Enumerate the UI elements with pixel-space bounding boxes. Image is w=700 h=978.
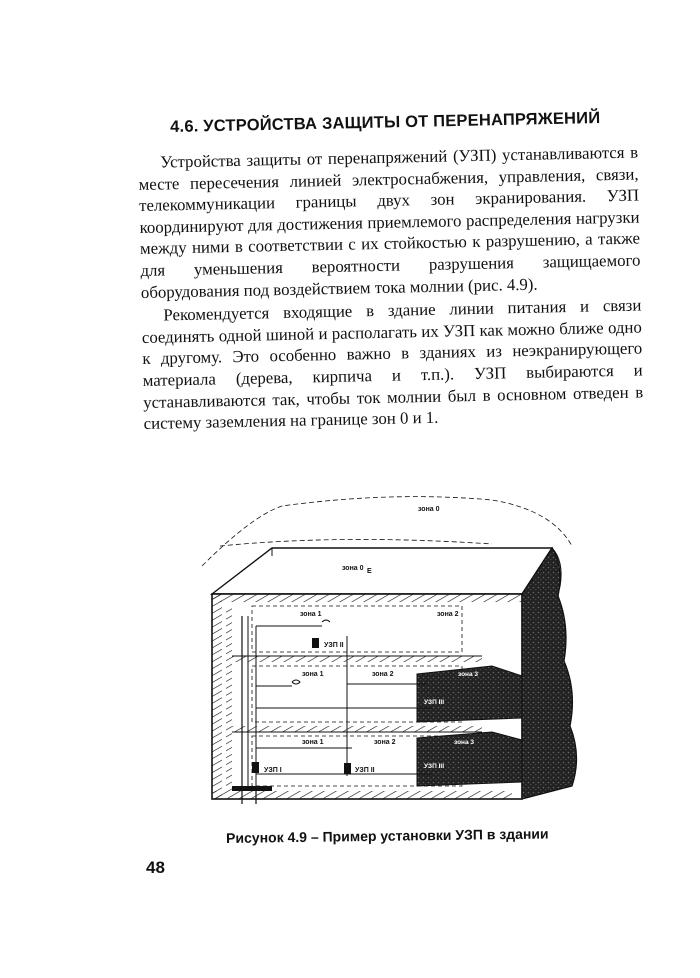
uzp2-upper-device: [312, 638, 319, 648]
label-uzp2-a: УЗП II: [324, 642, 344, 649]
label-uzp1: УЗП I: [264, 767, 282, 774]
paragraph-2: Рекомендуется входящие в здание линии питания и связи соединять одной шиной и располагать их УЗП как можно ближе одно к другому. Это особенно важно в зданиях из неэкранирующего материала (дерева, кирпича и т.п.). УЗП выбираются и устанавливаются так, чтобы ток молнии был в основном отведен в систему заземления на границе зон 0 и 1.: [141, 295, 644, 434]
uzp2-lower-device: [344, 763, 351, 774]
label-zone1-b: зона 1: [302, 671, 324, 678]
label-uzp3-a: УЗП III: [424, 699, 445, 706]
label-zone2-c: зона 2: [374, 739, 396, 746]
figure-building-diagram: [192, 486, 592, 816]
label-uzp3-b: УЗП III: [424, 763, 445, 770]
zone0e-boundary: [220, 539, 492, 546]
label-uzp2-b: УЗП II: [355, 767, 375, 774]
section-heading: 4.6. УСТРОЙСТВА ЗАЩИТЫ ОТ ПЕРЕНАПРЯЖЕНИЙ: [170, 108, 601, 136]
label-zone0e-sub: Е: [367, 568, 372, 575]
ground-bar: [232, 786, 272, 791]
paragraph-1: Устройства защиты от перенапряжений (УЗП) устанавливаются в месте пересечения линией электроснабжения, управления, связи, телекоммуникации границы двух зон экранирования. УЗП координируют для достижения приемлемого распределения нагрузки между ними в соответствии с их стойкостью к разрушению, а также для уменьшения вероятности разрушения защищаемого оборудования под воздействием тока молнии (рис. 4.9).: [138, 142, 641, 302]
label-zone3-a: зона 3: [458, 671, 479, 678]
label-zone1-c: зона 1: [302, 739, 324, 746]
label-zone2-a: зона 2: [437, 611, 459, 618]
roof-outline: [212, 548, 552, 594]
label-zone0e: зона 0: [342, 565, 364, 572]
label-zone3-b: зона 3: [454, 739, 475, 746]
building-diagram-svg: [192, 486, 592, 816]
page-number: 48: [146, 858, 165, 877]
building-right-side: [522, 548, 577, 799]
figure-caption: Рисунок 4.9 – Пример установки УЗП в здании: [226, 825, 549, 846]
label-zone2-b: зона 2: [372, 671, 394, 678]
body-text: [138, 142, 644, 435]
label-zone1-a: зона 1: [300, 611, 322, 618]
label-zone0-top: зона 0: [418, 506, 440, 513]
uzp1-device: [252, 762, 259, 773]
